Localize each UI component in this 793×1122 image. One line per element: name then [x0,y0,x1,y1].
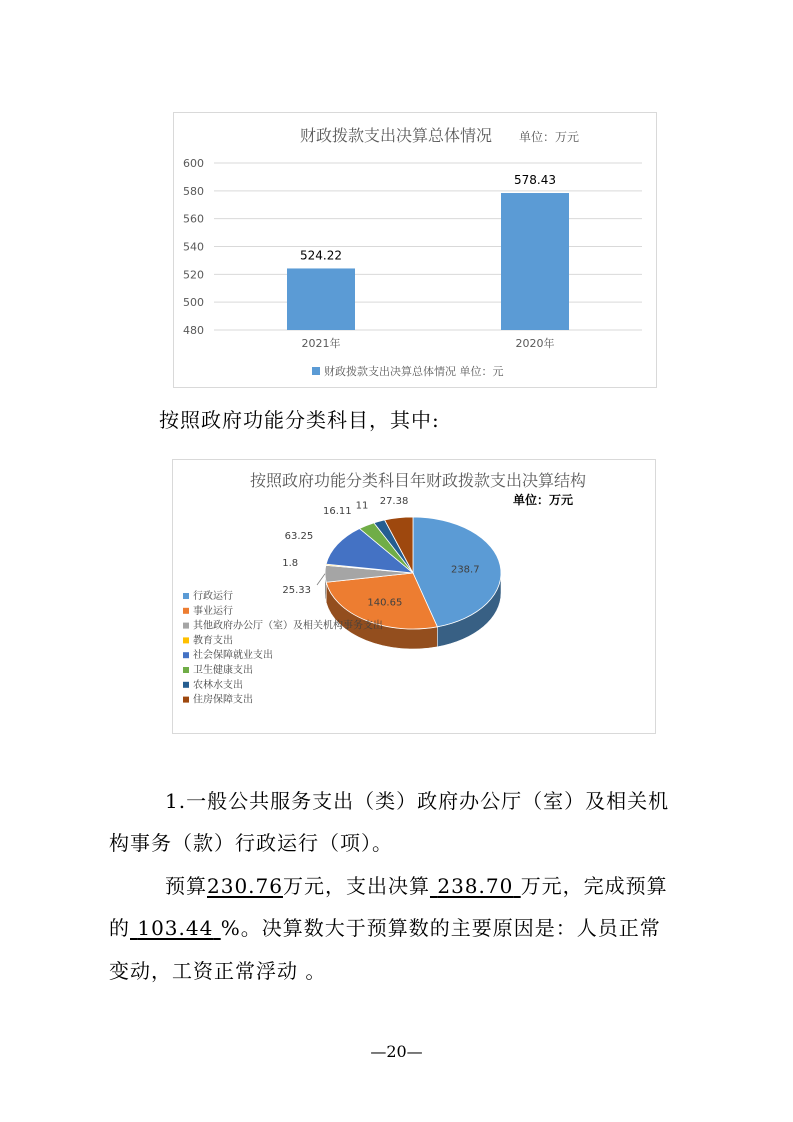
pie-legend-label: 事业运行 [193,605,233,617]
pie-data-label: 63.25 [284,531,314,543]
pie-legend-swatch [183,697,189,703]
pie-legend-label: 农林水支出 [193,679,243,691]
pie-legend-swatch [183,593,189,599]
pie-legend-swatch [183,608,189,614]
pie-legend-label: 卫生健康支出 [193,665,253,676]
pie-legend-label: 教育支出 [193,635,233,647]
section-heading-line2: 构事务（款）行政运行（项）。 [109,831,393,855]
pie-legend-swatch [183,652,189,658]
paragraph-line2 [109,912,661,941]
bar-ytick-label: 540 [183,240,204,254]
bar-category-label: 2021年 [301,337,341,350]
bar-ytick-label: 500 [183,296,204,310]
pie-leader-line [317,574,325,585]
section-heading-line1: 1.一般公共服务支出（类）政府办公厅（室）及相关机 [165,789,670,813]
pie-data-label: 1.8 [282,558,299,570]
budget-prefix: 预算 [165,874,207,898]
bar-2020年 [501,193,569,330]
pie-legend-label: 社会保障就业支出 [193,650,273,662]
bar-ytick-label: 480 [183,324,204,337]
pie-data-label: 11 [355,500,369,512]
reason-text: %。决算数大于预算数的主要原因是：人员正常 [220,916,661,940]
intro-text: 按照政府功能分类科目，其中: [159,408,440,432]
bar-ytick-label: 600 [183,157,204,170]
pie-legend-swatch [183,682,189,688]
bar-chart [173,112,657,388]
bar-category-label: 2020年 [515,337,555,350]
pie-data-label: 140.65 [367,597,403,609]
pie-legend-label: 住房保障支出 [193,694,253,706]
pie-legend-swatch [183,637,189,643]
bar-data-label: 524.22 [300,248,342,263]
pie-legend-label: 行政运行 [193,591,233,602]
bar-legend-label: 财政拨款支出决算总体情况 单位：元 [324,365,504,378]
bar-ytick-label: 580 [183,184,204,198]
actual-prefix: 万元，支出决算 [282,874,430,898]
completion-prefix: 万元，完成预算 [520,874,668,898]
pie-data-label: 25.33 [282,585,311,596]
budget-value: 230.76 [207,874,283,898]
bar-chart-unit: 单位：万元 [518,130,580,144]
rate-value: 103.44 [137,916,214,940]
pie-legend-swatch [183,623,189,629]
pie-data-label: 16.11 [322,506,352,518]
bar-chart-svg [174,113,658,389]
pie-chart-svg [173,460,657,735]
page-number: —20— [370,1042,423,1061]
pie-chart [172,459,656,734]
pie-chart-unit: 单位：万元 [512,493,574,507]
pie-data-label: 238.7 [450,564,480,576]
bar-2021年 [287,268,355,330]
bar-data-label: 578.43 [514,173,556,188]
bar-ytick-label: 560 [183,212,204,226]
paragraph-line3: 变动，工资正常浮动 。 [109,959,327,983]
paragraph-line1 [165,870,668,899]
pie-data-label: 27.38 [379,496,409,508]
pie-legend-label: 其他政府办公厅（室）及相关机构事务支出 [193,620,383,632]
bar-ytick-label: 520 [183,268,204,282]
actual-value: 238.70 [437,874,514,898]
pie-legend-swatch [183,667,189,673]
rate-prefix: 的 [109,916,130,940]
bar-chart-title: 财政拨款支出决算总体情况 [299,126,493,145]
bar-legend-swatch [312,367,320,375]
pie-chart-title: 按照政府功能分类科目年财政拨款支出决算结构 [249,471,587,490]
